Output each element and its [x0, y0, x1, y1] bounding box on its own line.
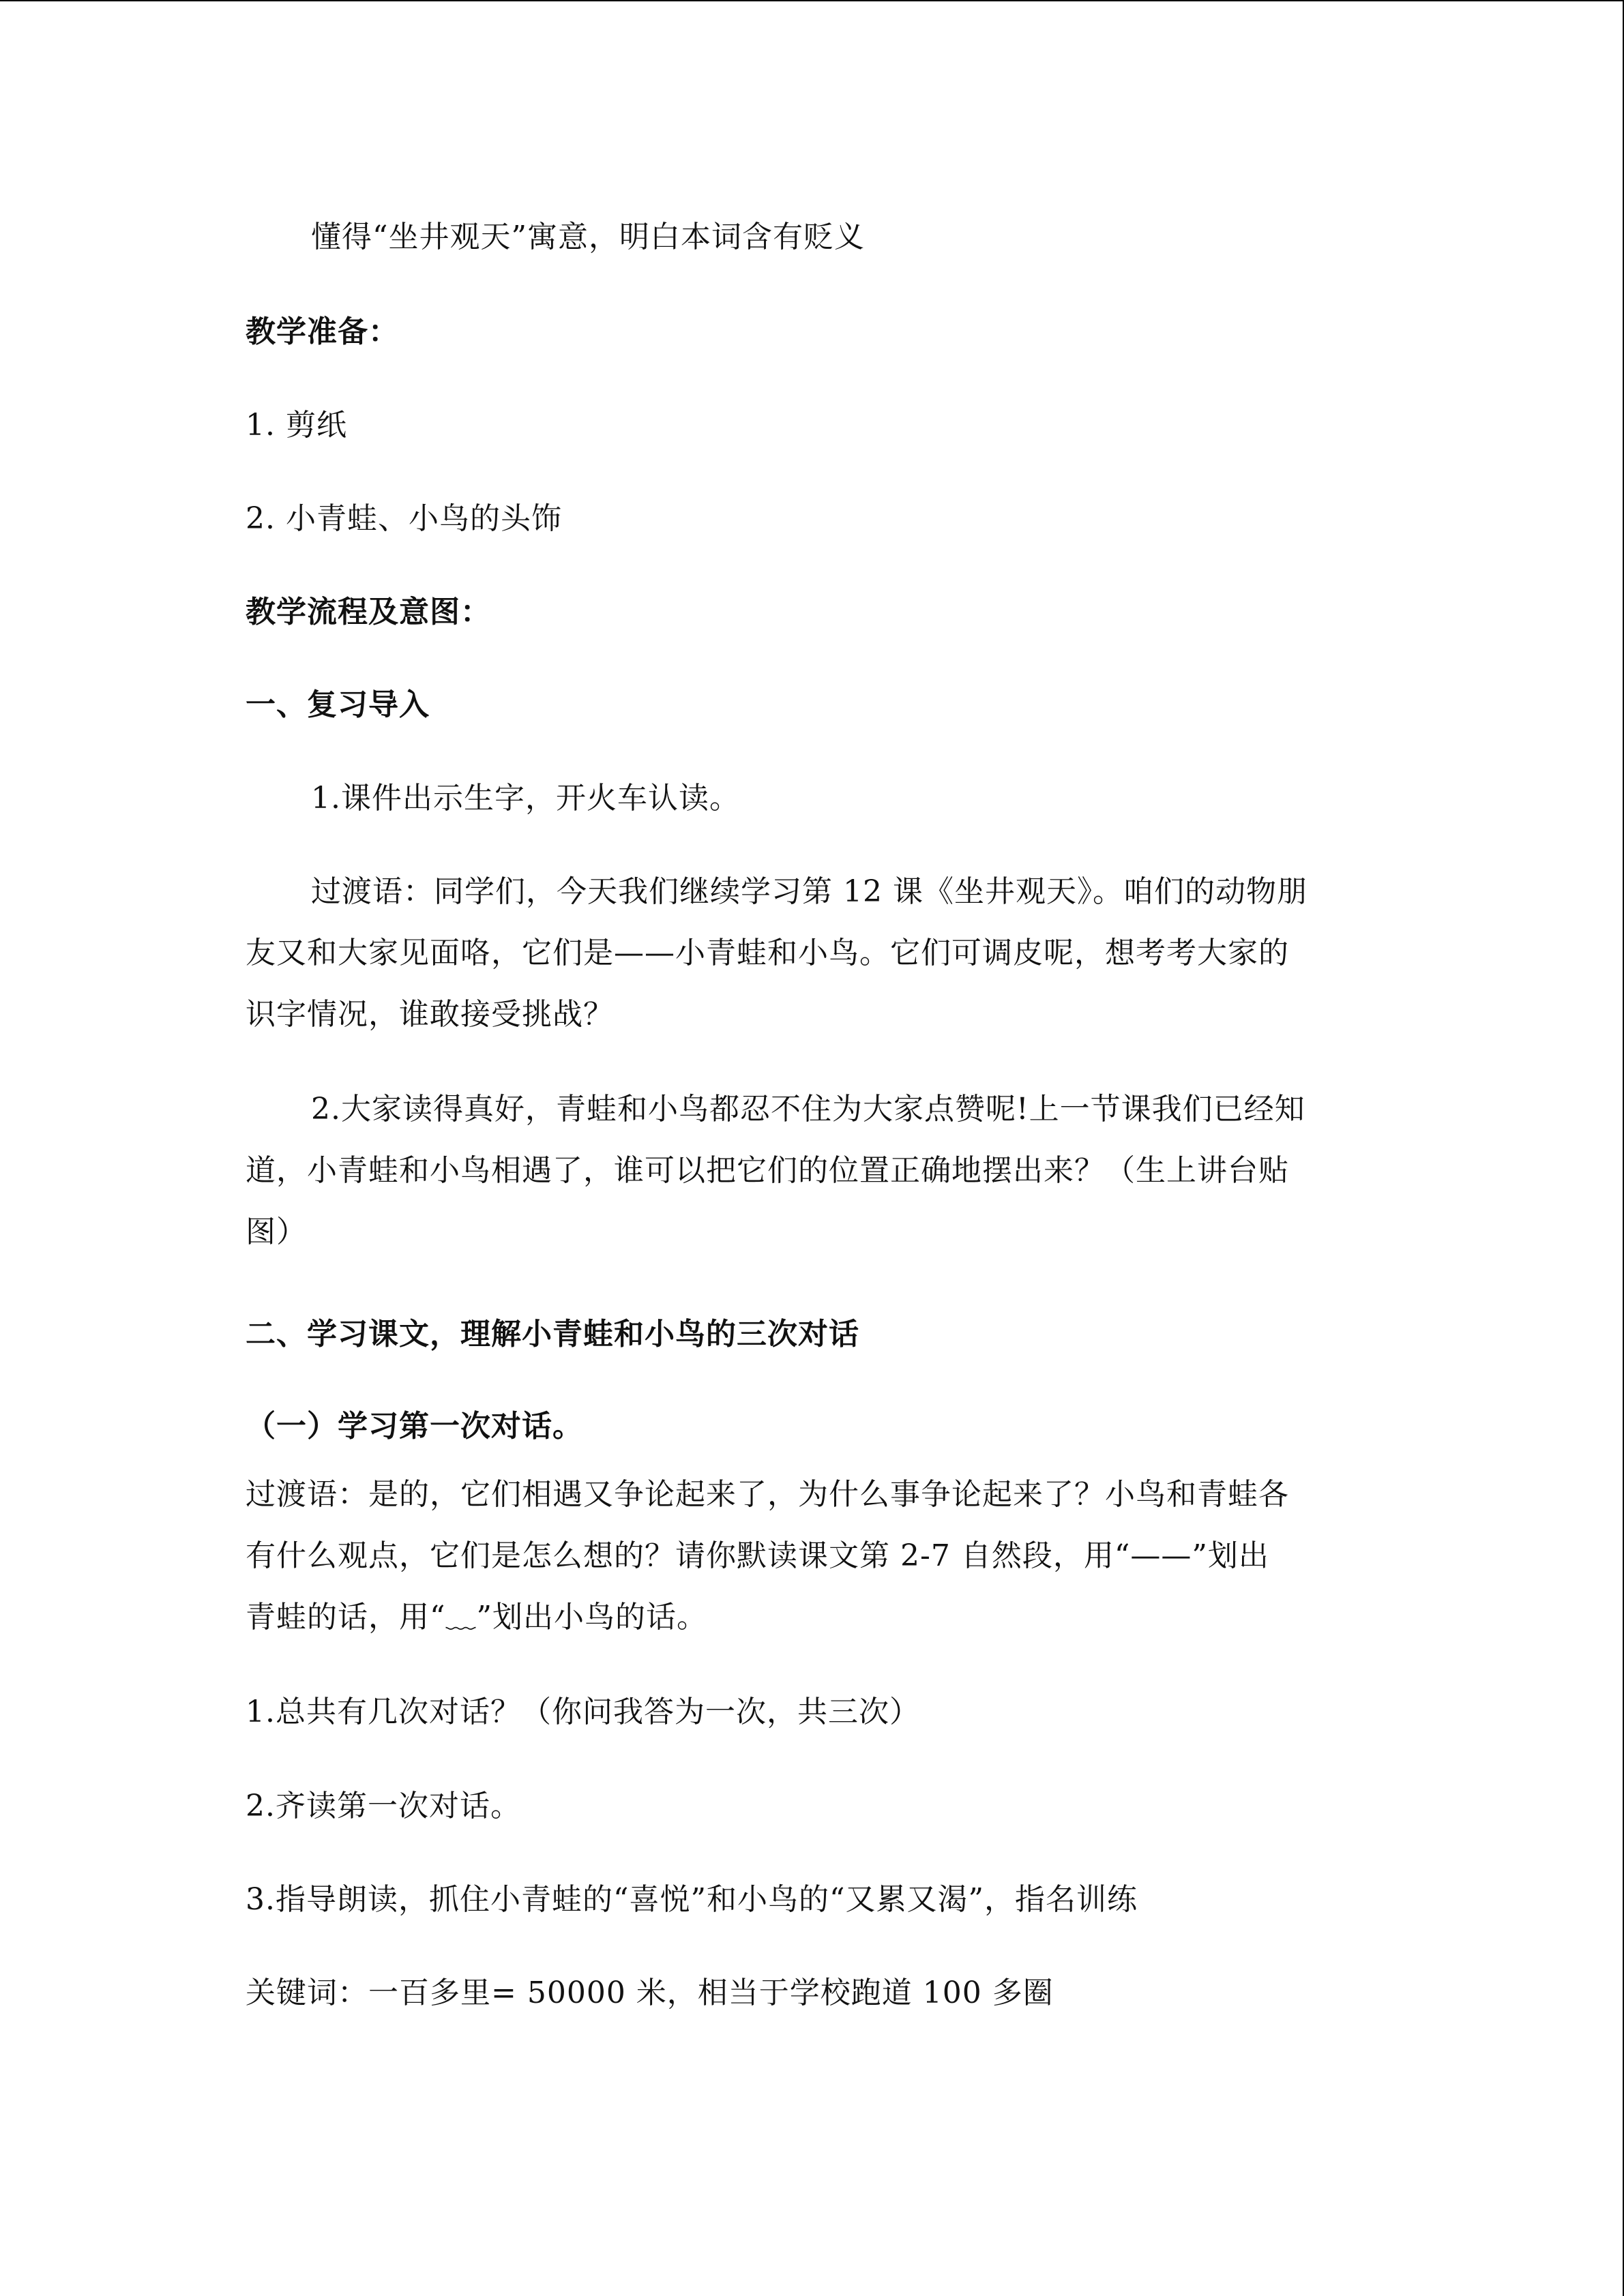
paragraph-dialogue-line-2: 有什么观点，它们是怎么想的？请你默读课文第 2-7 自然段，用“——”划出 [246, 1538, 1269, 1573]
paragraph-dialogue-line-1: 过渡语：是的，它们相遇又争论起来了，为什么事争论起来了？小鸟和青蛙各 [246, 1477, 1289, 1512]
paragraph-dialogue-line-3: 青蛙的话，用“﹏”划出小鸟的话。 [246, 1600, 707, 1635]
section-heading-review: 一、复习导入 [246, 687, 430, 722]
paragraph-transition-line-2: 友又和大家见面咯，它们是——小青蛙和小鸟。它们可调皮呢，想考考大家的 [246, 936, 1289, 970]
list-item-headwear: 2. 小青蛙、小鸟的头饰 [246, 501, 562, 536]
list-item-paper-cutting: 1. 剪纸 [246, 408, 347, 443]
keyword-line: 关键词：一百多里= 50000 米，相当于学校跑道 100 多圈 [246, 1976, 1054, 2010]
instruction-read-dialogue: 2.齐读第一次对话。 [246, 1789, 521, 1823]
paragraph-step-1: 1.课件出示生字，开火车认读。 [311, 781, 740, 816]
paragraph-transition-line-1: 过渡语：同学们，今天我们继续学习第 12 课《坐井观天》。咱们的动物朋 [311, 874, 1308, 909]
paragraph-step-2-line-2: 道，小青蛙和小鸟相遇了，谁可以把它们的位置正确地摆出来？（生上讲台贴 [246, 1153, 1289, 1188]
paragraph-meaning: 懂得“坐井观天”寓意，明白本词含有贬义 [311, 220, 865, 254]
section-heading-study-text: 二、学习课文，理解小青蛙和小鸟的三次对话 [246, 1317, 859, 1352]
paragraph-step-2-line-3: 图） [246, 1214, 307, 1249]
paragraph-transition-line-3: 识字情况，谁敢接受挑战？ [246, 997, 614, 1032]
subsection-heading-first-dialogue: （一）学习第一次对话。 [246, 1409, 583, 1444]
heading-teaching-process: 教学流程及意图： [246, 595, 491, 629]
heading-teaching-preparation: 教学准备： [246, 314, 399, 349]
instruction-guided-reading: 3.指导朗读，抓住小青蛙的“喜悦”和小鸟的“又累又渴”，指名训练 [246, 1882, 1138, 1917]
paragraph-step-2-line-1: 2.大家读得真好，青蛙和小鸟都忍不住为大家点赞呢!上一节课我们已经知 [311, 1092, 1305, 1127]
question-total-dialogues: 1.总共有几次对话？（你问我答为一次，共三次） [246, 1695, 920, 1729]
